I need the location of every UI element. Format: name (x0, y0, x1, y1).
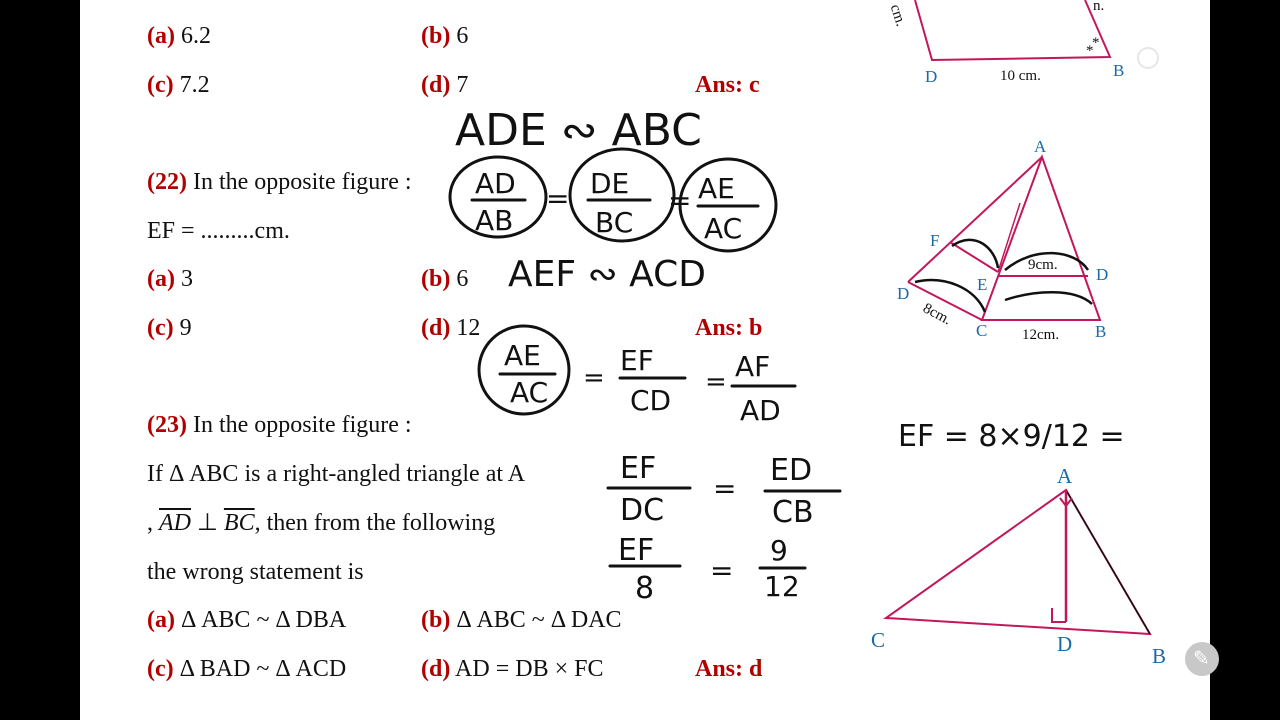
svg-text:=: = (583, 363, 605, 393)
option-label: (b) (421, 23, 451, 49)
vertex-b: B (1095, 322, 1107, 341)
document-page (80, 0, 1210, 720)
option-value: 7.2 (179, 72, 210, 98)
vertex-e: E (977, 275, 988, 294)
option-value: Δ ABC ~ Δ DBA (180, 607, 347, 633)
q23-line1: If Δ ABC is a right-angled triangle at A (147, 461, 526, 487)
ratio-ac: AC (704, 212, 743, 245)
length-cb: 12cm. (1022, 327, 1060, 343)
segment-bc: $\overline{BC}$ (223, 510, 255, 536)
vertex-c: C (871, 628, 886, 652)
edit-pencil-button[interactable] (1185, 642, 1219, 676)
pencil-icon: ✎ (1193, 646, 1210, 670)
svg-text:=: = (710, 554, 734, 587)
viewer-side-panel (1210, 0, 1280, 720)
question-number: (23) (147, 412, 187, 438)
vertex-f: F (930, 231, 940, 250)
ratio-ed: ED (770, 453, 813, 488)
ef-calculation: EF = 8×9/12 = (898, 419, 1125, 454)
similar-triangles-aef-acd: AEF ∾ ACD (508, 254, 706, 295)
figure-top (887, 0, 1125, 86)
q22-blank: EF = .........cm. (147, 218, 290, 244)
option-label: (d) (421, 72, 451, 98)
ratio-ac: AC (510, 376, 549, 409)
handwriting-annotations (450, 105, 1125, 606)
question-text: In the opposite figure : (192, 169, 412, 195)
option-value: 12 (456, 315, 481, 341)
figure-bottom (871, 464, 1166, 668)
option-value: 9 (179, 315, 192, 341)
ratio-ef: EF (620, 451, 657, 486)
side-label: cm. (886, 2, 909, 29)
length-ed: 9cm. (1028, 257, 1058, 273)
vertex-d: D (925, 67, 938, 86)
option-label: (c) (147, 656, 174, 682)
ratio-cd: CD (630, 384, 672, 417)
q21-answer: Ans: c (695, 72, 760, 98)
question-number: (22) (147, 169, 187, 195)
option-value: Δ ABC ~ Δ DAC (456, 607, 622, 633)
ratio-de: DE (590, 167, 630, 200)
vertex-d-left: D (897, 284, 910, 303)
option-value: 7 (456, 72, 469, 98)
length-dc: 8cm. (920, 300, 954, 329)
ratio-12: 12 (764, 570, 800, 603)
vertex-b: B (1113, 61, 1125, 80)
base-length: 10 cm. (1000, 68, 1041, 84)
ratio-8: 8 (635, 571, 655, 606)
comma: , (147, 510, 153, 536)
ratio-bc: BC (595, 206, 634, 239)
vertex-d: D (1057, 632, 1073, 656)
ratio-ef: EF (620, 344, 654, 377)
option-label: (c) (147, 315, 174, 341)
ratio-ef: EF (618, 533, 655, 568)
angle-mark: * (1086, 43, 1094, 59)
side-label-2: n. (1093, 0, 1105, 14)
option-value: 3 (180, 266, 193, 292)
option-value: 6 (456, 266, 469, 292)
perpendicular-symbol: ⊥ (197, 510, 218, 536)
option-label: (a) (147, 23, 175, 49)
vertex-c: C (976, 321, 988, 340)
option-value: Δ BAD ~ Δ ACD (179, 656, 347, 682)
line2-text: , then from the following (254, 510, 496, 536)
q23-answer: Ans: d (695, 656, 763, 682)
svg-text:=: = (668, 184, 692, 217)
vertex-b: B (1152, 644, 1167, 668)
svg-text:=: = (705, 367, 727, 397)
option-value: 6.2 (180, 23, 211, 49)
svg-text:=: = (546, 182, 570, 215)
option-label: (b) (421, 607, 451, 633)
option-label: (a) (147, 607, 175, 633)
ratio-ae: AE (504, 339, 541, 372)
ratio-dc: DC (620, 493, 665, 528)
ratio-ae: AE (698, 172, 735, 205)
vertex-a: A (1057, 464, 1073, 488)
option-label: (d) (421, 315, 451, 341)
option-label: (b) (421, 266, 451, 292)
figure-middle (897, 137, 1108, 343)
q23-line3: the wrong statement is (147, 559, 364, 585)
vertex-d-right: D (1096, 265, 1109, 284)
marker-circle-icon (1137, 47, 1159, 69)
option-label: (d) (421, 656, 451, 682)
ratio-ad: AD (475, 167, 516, 200)
ratio-af: AF (735, 350, 771, 383)
segment-ad: $\overline{AD}$ (159, 510, 191, 536)
ratio-ab: AB (475, 204, 514, 237)
angle-mark: * (1092, 35, 1100, 51)
figures-layer (80, 0, 1210, 720)
ratio-ad: AD (740, 394, 781, 427)
option-label: (a) (147, 266, 175, 292)
vertex-a: A (1034, 137, 1047, 156)
option-value: AD = DB × FC (455, 656, 604, 682)
q22-answer: Ans: b (695, 315, 763, 341)
ratio-9: 9 (770, 534, 788, 567)
svg-text:=: = (713, 472, 737, 505)
question-text: In the opposite figure : (192, 412, 412, 438)
similar-triangles-ade-abc: ADE ∾ ABC (455, 105, 702, 156)
option-value: 6 (456, 23, 469, 49)
option-label: (c) (147, 72, 174, 98)
ratio-cb: CB (772, 495, 814, 530)
